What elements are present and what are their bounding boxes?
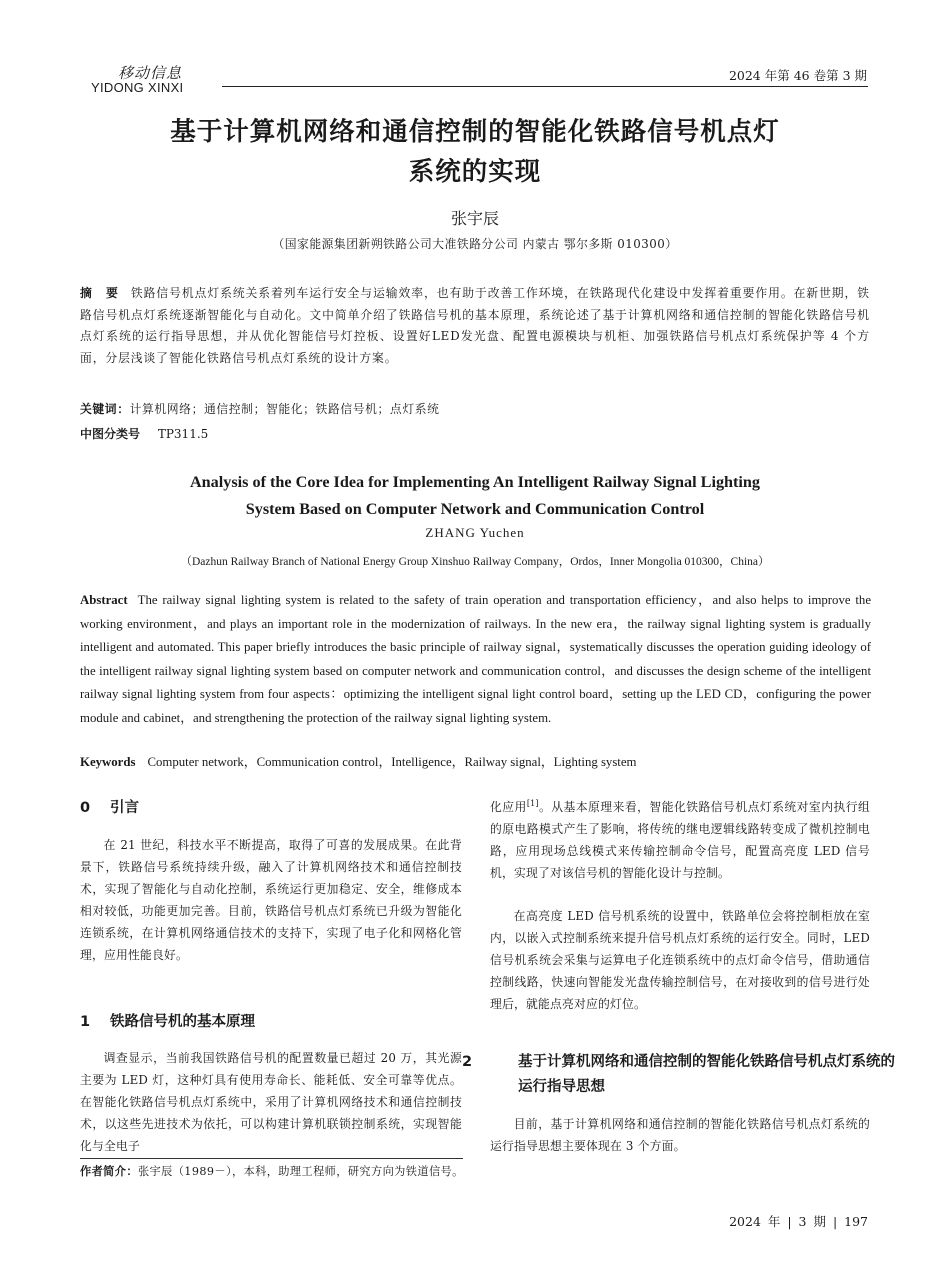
section-title: 铁路信号机的基本原理 (110, 1014, 255, 1030)
para-text-b: 。从基本原理来看，智能化铁路信号机点灯系统对室内执行组的原电路模式产生了影响，将传统的继电逻辑线路转变成了微机控制电路，应用现场总线模式来传输控制命令信号，配置高亮度 LED 信号机，实现了对该信号机的智能化设计与控制。 (490, 799, 870, 880)
abstract-en (80, 589, 871, 730)
affiliation-cn: （国家能源集团新朔铁路公司大准铁路分公司 内蒙古 鄂尔多斯 010300） (272, 237, 678, 251)
section-heading-2 (462, 1050, 898, 1100)
classification-label: 中图分类号 (80, 427, 141, 441)
paper-title-cn (60, 112, 890, 192)
keywords-en-text: Computer network，Communication control，Intelligence，Railway signal，Lighting system (147, 755, 637, 769)
title-en-line-2: System Based on Computer Network and Communication Control (245, 500, 705, 518)
keywords-cn-text: 计算机网络；通信控制；智能化；铁路信号机；点灯系统 (129, 402, 440, 416)
author-cn: 张宇辰 (450, 209, 499, 228)
para-text-a: 化应用 (490, 799, 527, 814)
author-en: ZHANG Yuchen (425, 525, 525, 540)
title-line-1: 基于计算机网络和通信控制的智能化铁路信号机点灯 (170, 117, 780, 147)
issue-info: 2024 年第 46 卷第 3 期 (728, 68, 867, 83)
section-heading-0 (80, 796, 462, 821)
keywords-en-label: Keywords (80, 755, 136, 769)
classification-number (80, 425, 208, 442)
section-number: 2 (462, 1054, 473, 1070)
section-title: 引言 (110, 800, 139, 816)
keywords-cn-label: 关键词： (80, 402, 130, 416)
title-en-line-1: Analysis of the Core Idea for Implementing An Intelligent Railway Signal Lighting (189, 473, 761, 491)
keywords-cn (80, 400, 440, 417)
paragraph-guiding: 目前，基于计算机网络和通信控制的智能化铁路信号机点灯系统的运行指导思想主要体现在 3 个方面。 (490, 1117, 870, 1153)
footnote-rule (80, 1158, 463, 1159)
citation-ref[interactable]: [1] (526, 799, 539, 808)
paragraph-continuation (490, 793, 870, 884)
abstract-cn-label: 摘 要 (80, 286, 123, 300)
page-number: 2024 年 | 3 期 | 197 (729, 1214, 868, 1229)
abstract-cn (80, 283, 870, 369)
section-number: 0 (80, 800, 91, 816)
paragraph-led: 在高亮度 LED 信号机系统的设置中，铁路单位会将控制柜放在室内，以嵌入式控制系统来提升信号机点灯系统的运行安全。同时，LED 信号机系统会采集与运算电子化连锁系统中的点灯命令信号，借助通信控制线路，快速向智能发光盘传输控制信号，在对接收到的信号进行处理后，就能点亮对应的灯位。 (490, 909, 870, 1011)
keywords-en (80, 751, 637, 770)
abstract-cn-text: 铁路信号机点灯系统关系着列车运行安全与运输效率，也有助于改善工作环境，在铁路现代化建设中发挥着重要作用。在新世期，铁路信号机点灯系统逐渐智能化与自动化。文中简单介绍了铁路信号机的基本原理，系统论述了基于计算机网络和通信控制的智能化铁路信号机点灯系统的运行指导思想，并从优化智能信号灯控板、设置好LED发光盘、配置电源模块与机柜、加强铁路信号机点灯系统保护等 4 个方面，分层浅谈了智能化铁路信号机点灯系统的设计方案。 (80, 286, 870, 365)
section-number: 1 (80, 1014, 91, 1030)
journal-name-cn: 移动信息 (118, 64, 183, 82)
paragraph-principle: 调查显示，当前我国铁路信号机的配置数量已超过 20 万，其光源主要为 LED 灯，这种灯具有使用寿命长、能耗低、安全可靠等优点。在智能化铁路信号机点灯系统中，采用了计算机网络技术和通信控制技术，以这些先进技术为依托，可以构建计算机联锁控制系统，实现智能化与全电子 (80, 1051, 462, 1153)
title-line-2: 系统的实现 (408, 157, 542, 187)
section-heading-1 (80, 1010, 462, 1035)
header-rule (222, 86, 868, 87)
paper-title-en (60, 469, 890, 523)
author-footnote (80, 1163, 464, 1179)
paragraph-intro: 在 21 世纪，科技水平不断提高，取得了可喜的发展成果。在此背景下，铁路信号系统持续升级，融入了计算机网络技术和通信控制技术，实现了智能化与自动化控制，系统运行更加稳定、安全，维修成本相对较低，功能更加完善。目前，铁路信号机点灯系统已升级为智能化连锁系统，在计算机网络通信技术的支持下，实现了电子化和网格化管理，应用性能良好。 (80, 838, 462, 962)
section-title: 基于计算机网络和通信控制的智能化铁路信号机点灯系统的运行指导思想 (518, 1054, 895, 1095)
affiliation-en: （Dazhun Railway Branch of National Energy Group Xinshuo Railway Company，Ordos，Inner Mongolia 010300，China） (180, 556, 770, 568)
classification-value: TP311.5 (157, 427, 209, 441)
abstract-en-label: Abstract (80, 593, 128, 607)
abstract-en-text: The railway signal lighting system is related to the safety of train operation and transportation efficiency，and also helps to improve the working environment，and plays an important role in the modernization of railways. In the new era，the railway signal lighting system is gradually intelligent and automated. This paper briefly introduces the basic principle of railway signal，systematically discusses the operation guiding ideology of the intelligent railway signal lighting system based on computer network and communication control，and discusses the design scheme of the intelligent railway signal lighting system from four aspects：optimizing the intelligent signal light control board，setting up the LED CD，configuring the power module and cabinet，and strengthening the protection of the railway signal lighting system. (80, 593, 871, 725)
footnote-text: 张宇辰（1989－），本科，助理工程师，研究方向为铁道信号。 (137, 1165, 464, 1178)
footnote-label: 作者简介： (80, 1165, 138, 1178)
journal-name-en: YIDONG XINXI (91, 80, 184, 95)
